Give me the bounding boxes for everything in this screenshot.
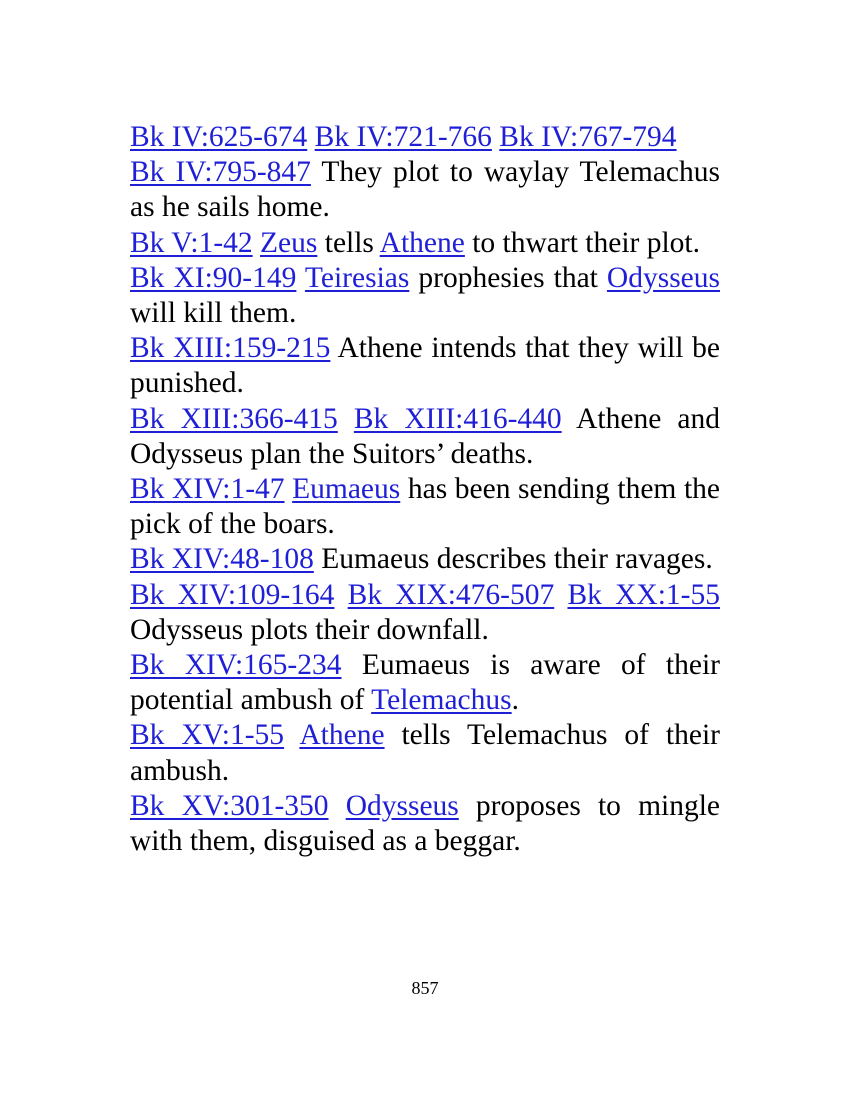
entry-paragraph bbox=[130, 120, 720, 155]
entry-text: has been sending them the pick of the boars. bbox=[130, 473, 720, 541]
reference-link[interactable]: Bk XI:90-149 bbox=[130, 261, 297, 294]
entry-text bbox=[338, 403, 354, 435]
reference-link[interactable]: Bk IV:625-674 bbox=[130, 121, 308, 153]
reference-link[interactable]: Bk XX:1-55 bbox=[567, 578, 720, 611]
entry-text: Eumaeus describes their ravages. bbox=[313, 543, 713, 576]
entry-text: proposes to mingle with them, disguised as a beggar. bbox=[130, 789, 720, 858]
entry-text: Athene intends that they will be punished. bbox=[130, 332, 720, 400]
reference-link[interactable]: Bk XIV:48-108 bbox=[130, 543, 314, 576]
reference-link[interactable]: Bk V:1-42 bbox=[130, 226, 253, 259]
reference-link[interactable]: Bk XV:1-55 bbox=[130, 719, 285, 752]
reference-link[interactable]: Bk XIX:476-507 bbox=[347, 578, 555, 611]
reference-link[interactable]: Bk XIV:109-164 bbox=[130, 578, 335, 611]
entry-text bbox=[253, 227, 260, 259]
entry-text bbox=[307, 121, 314, 153]
entry-text bbox=[554, 579, 567, 611]
reference-link[interactable]: Odysseus bbox=[345, 789, 459, 822]
document-body bbox=[130, 120, 720, 859]
reference-link[interactable]: Bk XIV:1-47 bbox=[130, 473, 285, 506]
entry-text: Odysseus plots their downfall. bbox=[130, 613, 489, 646]
reference-link[interactable]: Teiresias bbox=[304, 261, 410, 294]
reference-link[interactable]: Bk XIII:159-215 bbox=[130, 332, 331, 365]
entry-paragraph bbox=[130, 718, 720, 788]
entry-text: prophesies that bbox=[409, 261, 607, 294]
entry-paragraph bbox=[130, 155, 720, 225]
reference-link[interactable]: Bk IV:795-847 bbox=[130, 156, 311, 189]
reference-link[interactable]: Eumaeus bbox=[292, 473, 401, 506]
entry-text: to thwart their plot. bbox=[464, 226, 700, 259]
entry-text bbox=[296, 262, 305, 294]
page-number: 857 bbox=[411, 978, 439, 998]
entry-paragraph bbox=[130, 331, 720, 401]
reference-link[interactable]: Bk IV:767-794 bbox=[499, 121, 677, 153]
entry-text bbox=[334, 579, 347, 611]
entry-paragraph bbox=[130, 472, 720, 542]
entry-text: . bbox=[511, 684, 520, 717]
entry-text: Athene and Odysseus plan the Suitors’ deaths. bbox=[130, 402, 720, 470]
entry-text: They plot to waylay Telemachus as he sails home. bbox=[130, 156, 721, 224]
entry-text: tells Telemachus of their ambush. bbox=[130, 719, 720, 787]
reference-link[interactable]: Bk XIII:416-440 bbox=[353, 402, 562, 435]
entry-paragraph bbox=[130, 226, 720, 261]
entry-paragraph bbox=[130, 542, 720, 577]
entry-paragraph bbox=[130, 578, 720, 648]
reference-link[interactable]: Bk XV:301-350 bbox=[130, 789, 329, 822]
reference-link[interactable]: Bk XIV:165-234 bbox=[130, 649, 342, 682]
entry-paragraph bbox=[130, 789, 720, 859]
reference-link[interactable]: Athene bbox=[379, 226, 465, 259]
entry-text bbox=[329, 790, 346, 822]
reference-link[interactable]: Bk XIII:366-415 bbox=[130, 402, 338, 435]
entry-text: will kill them. bbox=[130, 297, 297, 330]
reference-link[interactable]: Bk IV:721-766 bbox=[314, 121, 492, 153]
reference-link[interactable]: Odysseus bbox=[606, 261, 721, 294]
entry-text: Eumaeus is aware of their potential ambush of bbox=[130, 649, 720, 717]
reference-link[interactable]: Telemachus bbox=[371, 684, 512, 717]
reference-link[interactable]: Athene bbox=[299, 719, 385, 752]
entry-paragraph bbox=[130, 261, 720, 331]
entry-text: tells bbox=[317, 226, 380, 259]
entry-text bbox=[284, 719, 299, 751]
entry-paragraph bbox=[130, 402, 720, 472]
reference-link[interactable]: Zeus bbox=[260, 226, 318, 259]
entry-text bbox=[285, 473, 293, 505]
entry-paragraph bbox=[130, 648, 720, 718]
